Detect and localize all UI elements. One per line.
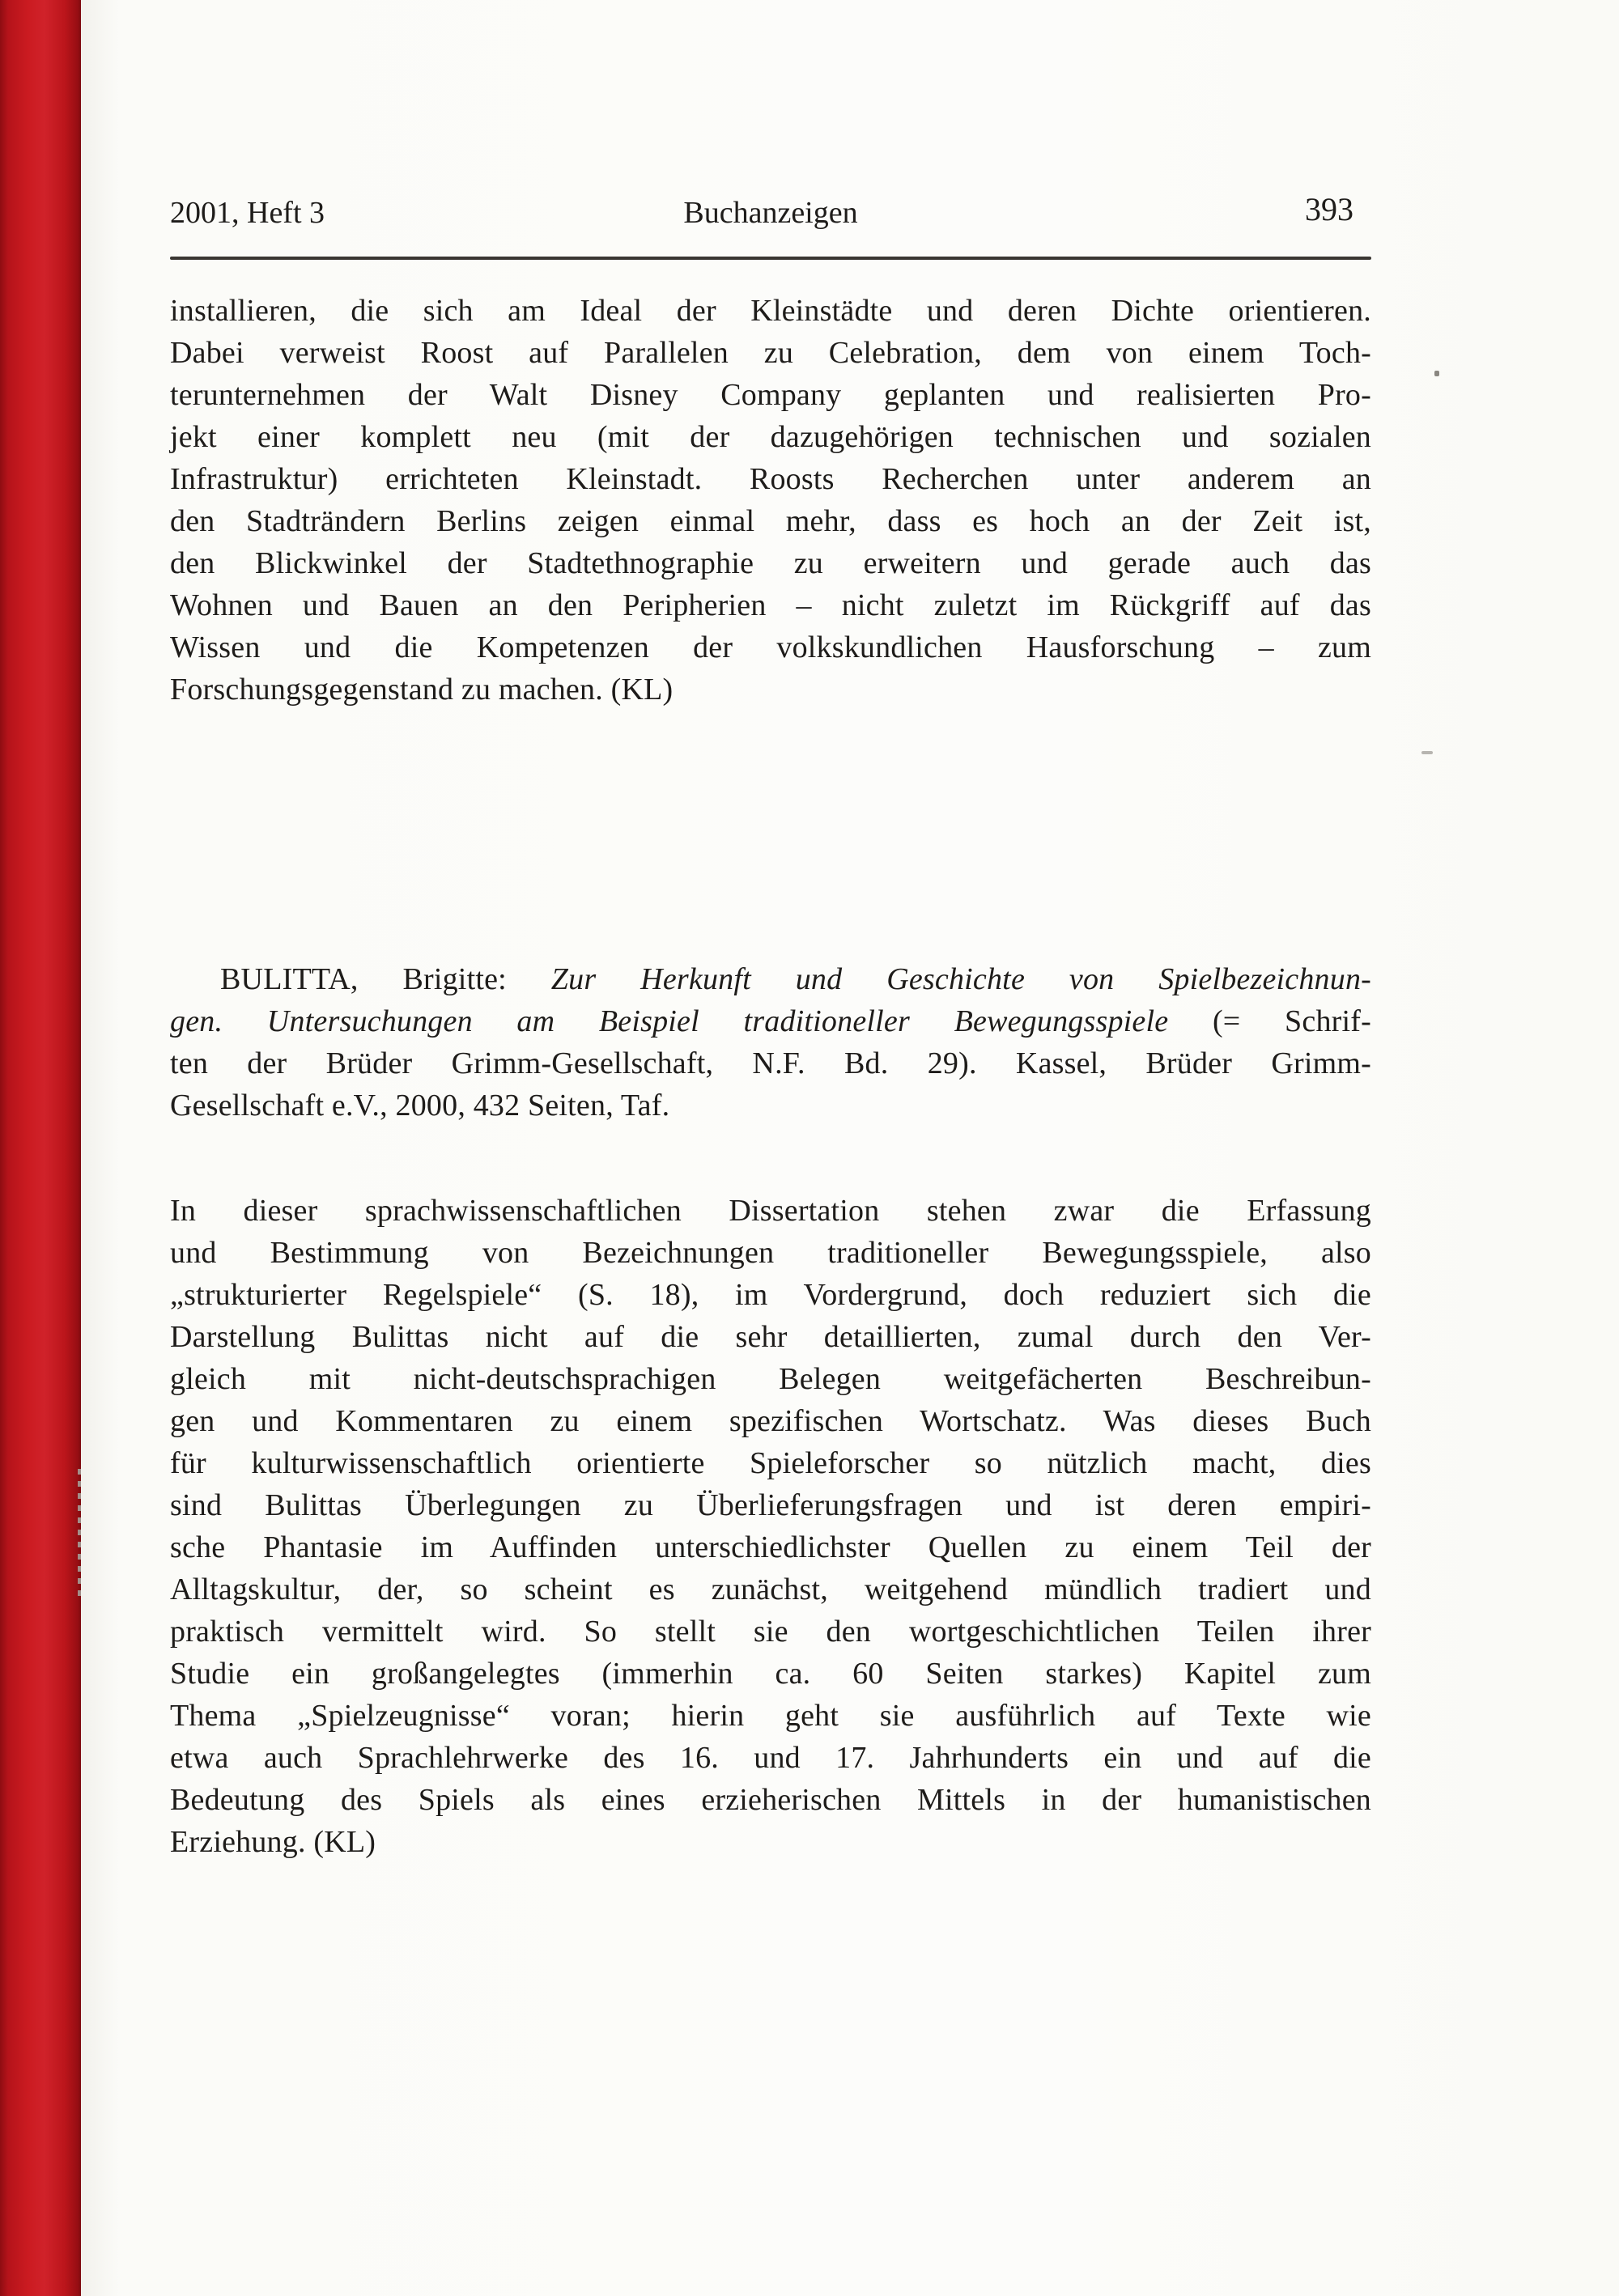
text-line: Darstellung Bulittas nicht auf die sehr detaillierten, zumal durch den Ver- — [170, 1320, 1371, 1354]
text-line: installieren, die sich am Ideal der Kleinstädte und deren Dichte orientieren. — [170, 294, 1371, 328]
text-line: den Stadträndern Berlins zeigen einmal mehr, dass es hoch an der Zeit ist, — [170, 504, 1371, 538]
text-segment: BULITTA, Brigitte: — [220, 962, 551, 996]
scan-speck — [1434, 371, 1439, 376]
text-line: In dieser sprachwissenschaftlichen Dissertation stehen zwar die Erfassung — [170, 1194, 1371, 1228]
text-line: terunternehmen der Walt Disney Company geplanten und realisierten Pro- — [170, 378, 1371, 412]
text-line: Wohnen und Bauen an den Peripherien – nicht zuletzt im Rückgriff auf das — [170, 588, 1371, 622]
text-line: für kulturwissenschaftlich orientierte Spieleforscher so nützlich macht, dies — [170, 1446, 1371, 1480]
text-line: etwa auch Sprachlehrwerke des 16. und 17. Jahrhunderts ein und auf die — [170, 1741, 1371, 1775]
text-line: jekt einer komplett neu (mit der dazugehörigen technischen und sozialen — [170, 420, 1371, 454]
text-line: Forschungsgegenstand zu machen. (KL) — [170, 673, 674, 707]
header-section-title: Buchanzeigen — [683, 196, 858, 230]
italic-text-segment: Zur Herkunft und Geschichte von Spielbezeichnun- — [550, 962, 1371, 996]
header-rule — [170, 257, 1371, 260]
header-page-number: 393 — [1305, 191, 1353, 227]
paragraph-bulitta-review — [170, 1190, 1371, 1863]
text-line: Infrastruktur) errichteten Kleinstadt. Roosts Recherchen unter anderem an — [170, 462, 1371, 496]
italic-text-segment: gen. Untersuchungen am Beispiel traditioneller Bewegungsspiele — [170, 1004, 1169, 1038]
text-line — [170, 1042, 1371, 1084]
text-line: sind Bulittas Überlegungen zu Überlieferungsfragen und ist deren empiri- — [170, 1488, 1371, 1522]
text-line: sche Phantasie im Auffinden unterschiedlichster Quellen zu einem Teil der — [170, 1530, 1371, 1564]
text-line: Bedeutung des Spiels als eines erzieherischen Mittels in der humanistischen — [170, 1783, 1371, 1817]
text-line: gen und Kommentaren zu einem spezifischen Wortschatz. Was dieses Buch — [170, 1404, 1371, 1438]
scan-artifact-dashes — [78, 1469, 81, 1602]
paragraph-roost-review — [170, 290, 1371, 711]
text-line: praktisch vermittelt wird. So stellt sie den wortgeschichtlichen Teilen ihrer — [170, 1615, 1371, 1649]
text-line: Thema „Spielzeugnisse“ voran; hierin geht sie ausführlich auf Texte wie — [170, 1699, 1371, 1733]
text-line: „strukturierter Regelspiele“ (S. 18), im Vordergrund, doch reduziert sich die — [170, 1278, 1371, 1312]
text-line: den Blickwinkel der Stadtethnographie zu erweitern und gerade auch das — [170, 546, 1371, 580]
text-line: Erziehung. (KL) — [170, 1825, 376, 1859]
text-line — [170, 958, 1371, 1000]
text-line: Wissen und die Kompetenzen der volkskundlichen Hausforschung – zum — [170, 630, 1371, 664]
text-segment: ten der Brüder Grimm-Gesellschaft, N.F. Bd. 29). Kassel, Brüder Grimm- — [170, 1046, 1371, 1080]
book-citation-bulitta — [170, 958, 1371, 1127]
text-segment: (= Schrif- — [1168, 1004, 1371, 1038]
text-line: gleich mit nicht-deutschsprachigen Belegen weitgefächerten Beschreibun- — [170, 1362, 1371, 1396]
scan-speck — [1421, 751, 1433, 754]
text-line: Studie ein großangelegtes (immerhin ca. 60 Seiten starkes) Kapitel zum — [170, 1657, 1371, 1691]
header-issue: 2001, Heft 3 — [170, 196, 325, 230]
red-spine-band — [0, 0, 81, 2296]
text-line: Dabei verweist Roost auf Parallelen zu Celebration, dem von einem Toch- — [170, 336, 1371, 370]
text-line: und Bestimmung von Bezeichnungen traditioneller Bewegungsspiele, also — [170, 1236, 1371, 1270]
text-line — [170, 1084, 1371, 1127]
text-line: Alltagskultur, der, so scheint es zunächst, weitgehend mündlich tradiert und — [170, 1572, 1371, 1606]
page-header — [170, 191, 1371, 231]
text-segment: Gesellschaft e.V., 2000, 432 Seiten, Taf. — [170, 1089, 670, 1123]
text-line — [170, 1000, 1371, 1042]
